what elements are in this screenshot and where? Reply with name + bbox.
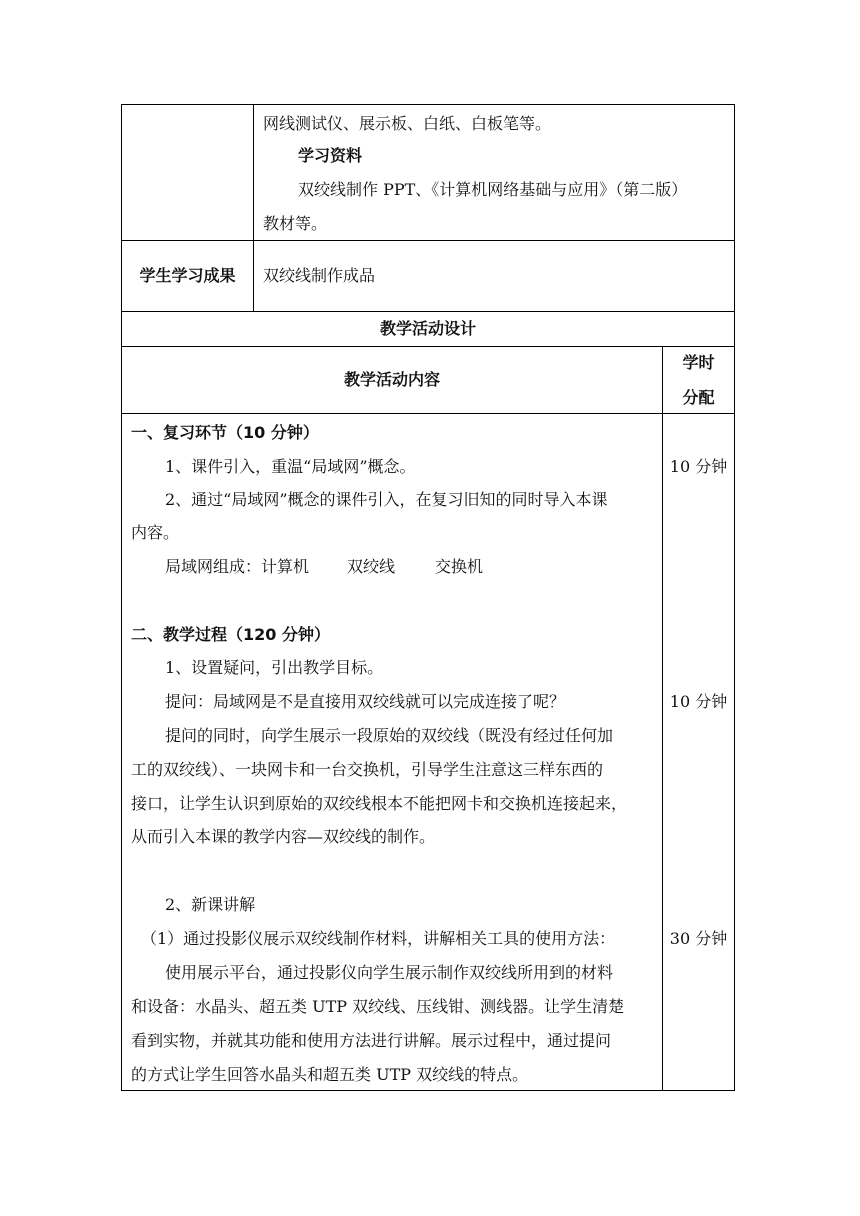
- review-time: 10 分钟: [669, 457, 728, 476]
- review-item-1: 1、课件引入，重温“局域网”概念。: [165, 457, 416, 476]
- review-item-3-c: 交换机: [435, 557, 484, 576]
- materials-line-1: 网线测试仪、展示板、白纸、白板笔等。: [263, 114, 552, 133]
- process-subitem-1: （1）通过投影仪展示双绞线制作材料，讲解相关工具的使用方法：: [141, 929, 616, 948]
- process-item-2: 2、新课讲解: [165, 895, 256, 914]
- process-paragraph-line-4: 从而引入本课的教学内容—双绞线的制作。: [131, 827, 436, 846]
- review-item-3-label: 局域网组成：计算机: [165, 557, 310, 576]
- review-item-3-b: 双绞线: [347, 557, 396, 576]
- column-header-time-1: 学时: [682, 353, 715, 372]
- materials-heading: 学习资料: [298, 146, 363, 165]
- table-border-left: [121, 104, 122, 1091]
- section-title: 教学活动设计: [379, 319, 476, 338]
- table-border-bottom: [121, 1090, 735, 1091]
- row-divider: [121, 346, 735, 347]
- review-item-2b: 内容。: [131, 523, 180, 542]
- outcome-value: 双绞线制作成品: [263, 266, 376, 285]
- column-divider: [253, 104, 254, 312]
- table-border-right: [734, 104, 735, 1091]
- process-heading: 二、教学过程（120 分钟）: [131, 625, 330, 644]
- process-question: 提问：局域网是不是直接用双绞线就可以完成连接了呢？: [165, 692, 566, 711]
- process-item-1: 1、设置疑问，引出教学目标。: [165, 658, 384, 677]
- process-paragraph-line-2: 工的双绞线）、一块网卡和一台交换机，引导学生注意这三样东西的: [131, 760, 604, 779]
- table-border-top: [121, 104, 735, 105]
- process-time-1: 10 分钟: [669, 692, 728, 711]
- outcome-label: 学生学习成果: [139, 266, 236, 285]
- process-paragraph-line-3: 接口，让学生认识到原始的双绞线根本不能把网卡和交换机连接起来，: [131, 794, 628, 813]
- materials-line-2: 双绞线制作 PPT、《计算机网络基础与应用》（第二版）: [298, 180, 688, 199]
- process-detail-line-2: 和设备：水晶头、超五类 UTP 双绞线、压线钳、测线器。让学生清楚: [131, 997, 625, 1016]
- row-divider: [121, 413, 735, 414]
- materials-line-3: 教材等。: [263, 214, 328, 233]
- process-detail-line-4: 的方式让学生回答水晶头和超五类 UTP 双绞线的特点。: [131, 1065, 529, 1084]
- process-paragraph-line-1: 提问的同时，向学生展示一段原始的双绞线（既没有经过任何加: [165, 726, 614, 745]
- process-detail-line-3: 看到实物，并就其功能和使用方法进行讲解。展示过程中，通过提问: [131, 1031, 612, 1050]
- column-header-content: 教学活动内容: [343, 370, 440, 389]
- process-time-2: 30 分钟: [669, 929, 728, 948]
- row-divider: [121, 240, 735, 241]
- process-detail-line-1: 使用展示平台，通过投影仪向学生展示制作双绞线所用到的材料: [165, 963, 614, 982]
- review-heading: 一、复习环节（10 分钟）: [131, 423, 319, 442]
- review-item-2a: 2、通过“局域网”概念的课件引入，在复习旧知的同时导入本课: [165, 490, 608, 509]
- row-divider: [121, 311, 735, 312]
- column-header-time-2: 分配: [682, 388, 715, 407]
